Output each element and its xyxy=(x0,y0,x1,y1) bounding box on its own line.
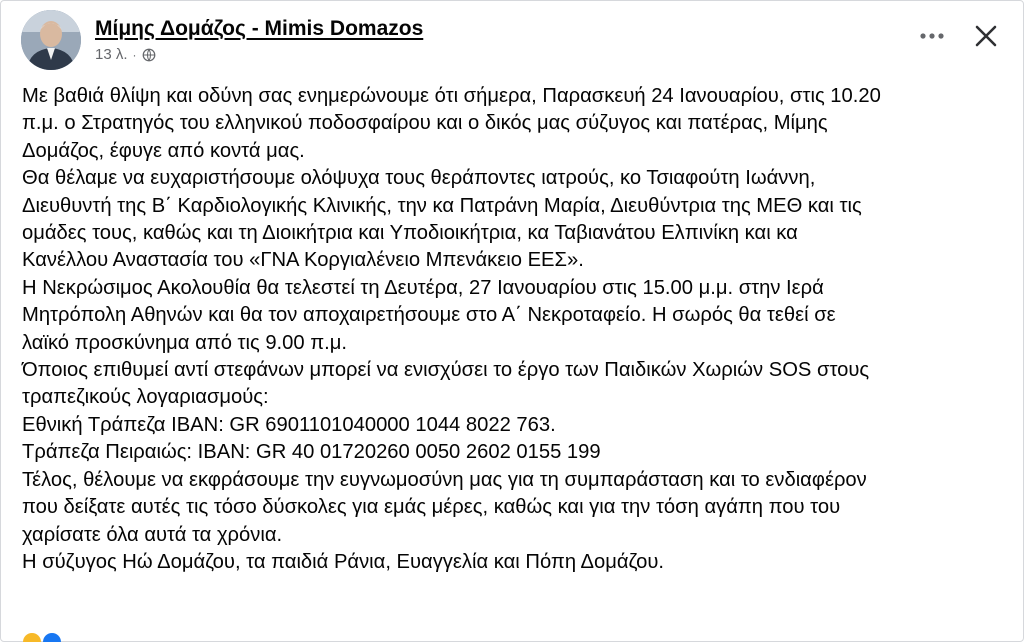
body-line: χαρίσατε όλα αυτά τα χρόνια. xyxy=(22,523,283,546)
body-line: Όποιος επιθυμεί αντί στεφάνων μπορεί να ενισχύσει το έργο των Παιδικών Χωριών SOS στους xyxy=(22,359,870,382)
body-line: Θα θέλαμε να ευχαριστήσουμε ολόψυχα τους θεράποντες ιατρούς, κο Τσιαφούτη Ιωάννη, xyxy=(22,167,816,190)
author-name-link[interactable]: Μίμης Δομάζος - Mimis Domazos xyxy=(95,17,424,40)
globe-icon[interactable] xyxy=(142,48,156,62)
separator-dot: · xyxy=(132,47,137,62)
body-line: ομάδες τους, καθώς και τη Διοικήτρια και Υποδιοικήτρια, κα Ταβιανάτου Ελπινίκη και κα xyxy=(22,222,798,245)
body-line: Τέλος, θέλουμε να εκφράσουμε την ευγνωμοσύνη μας για τη συμπαράσταση και το ενδιαφέρον xyxy=(22,468,867,491)
body-line: π.μ. ο Στρατηγός του ελληνικού ποδοσφαίρου και ο δικός μας σύζυγος και πατέρας, Μίμης xyxy=(22,112,828,135)
signature-line: Η σύζυγος Ηώ Δομάζου, τα παιδιά Ράνια, Ευαγγελία και Πόπη Δομάζου. xyxy=(22,550,664,573)
avatar-photo xyxy=(21,10,81,70)
body-line: λαϊκό προσκύνημα από τις 9.00 π.μ. xyxy=(22,331,348,354)
body-line: Με βαθιά θλίψη και οδύνη σας ενημερώνουμε ότι σήμερα, Παρασκευή 24 Ιανουαρίου, στις 10.20 xyxy=(22,85,881,107)
body-line: Διευθυντή της Β΄ Καρδιολογικής Κλινικής, την κα Πατράνη Μαρία, Διευθύντρια της ΜΕΘ και τις xyxy=(22,194,862,217)
body-line: Μητρόπολη Αθηνών και θα τον αποχαιρετήσουμε στο Α΄ Νεκροταφείο. Η σωρός θα τεθεί σε xyxy=(22,304,836,327)
body-line: τραπεζικούς λογαριασμούς: xyxy=(22,386,269,409)
more-horizontal-icon[interactable] xyxy=(917,21,947,51)
body-line: Κανέλλου Αναστασία του «ΓΝΑ Κοργιαλένειο Μπενάκειο ΕΕΣ». xyxy=(22,249,584,272)
body-line: Η Νεκρώσιμος Ακολουθία θα τελεστεί τη Δευτέρα, 27 Ιανουαρίου στις 15.00 μ.μ. στην Ιερά xyxy=(22,276,824,299)
post-body xyxy=(22,83,1012,576)
post-actions xyxy=(917,21,1001,51)
care-reaction-icon xyxy=(23,633,41,642)
reactions-bar[interactable] xyxy=(23,633,61,642)
post-subline xyxy=(95,46,423,63)
body-line: που δείξατε αυτές τις τόσο δύσκολες για εμάς μέρες, καθώς και για την τόση αγάπη που του xyxy=(22,496,841,519)
author-avatar[interactable] xyxy=(21,10,81,70)
post-meta xyxy=(95,17,423,63)
body-line: Δομάζος, έφυγε από κοντά μας. xyxy=(22,139,305,162)
iban-line-piraeus: Τράπεζα Πειραιώς: IBAN: GR 40 01720260 0050 2602 0155 199 xyxy=(22,441,601,464)
iban-line-ethniki: Εθνική Τράπεζα IBAN: GR 6901101040000 1044 8022 763. xyxy=(22,413,556,436)
post-header xyxy=(21,7,423,73)
like-reaction-icon xyxy=(43,633,61,642)
post-timestamp[interactable]: 13 λ. xyxy=(95,46,128,63)
close-icon[interactable] xyxy=(971,21,1001,51)
